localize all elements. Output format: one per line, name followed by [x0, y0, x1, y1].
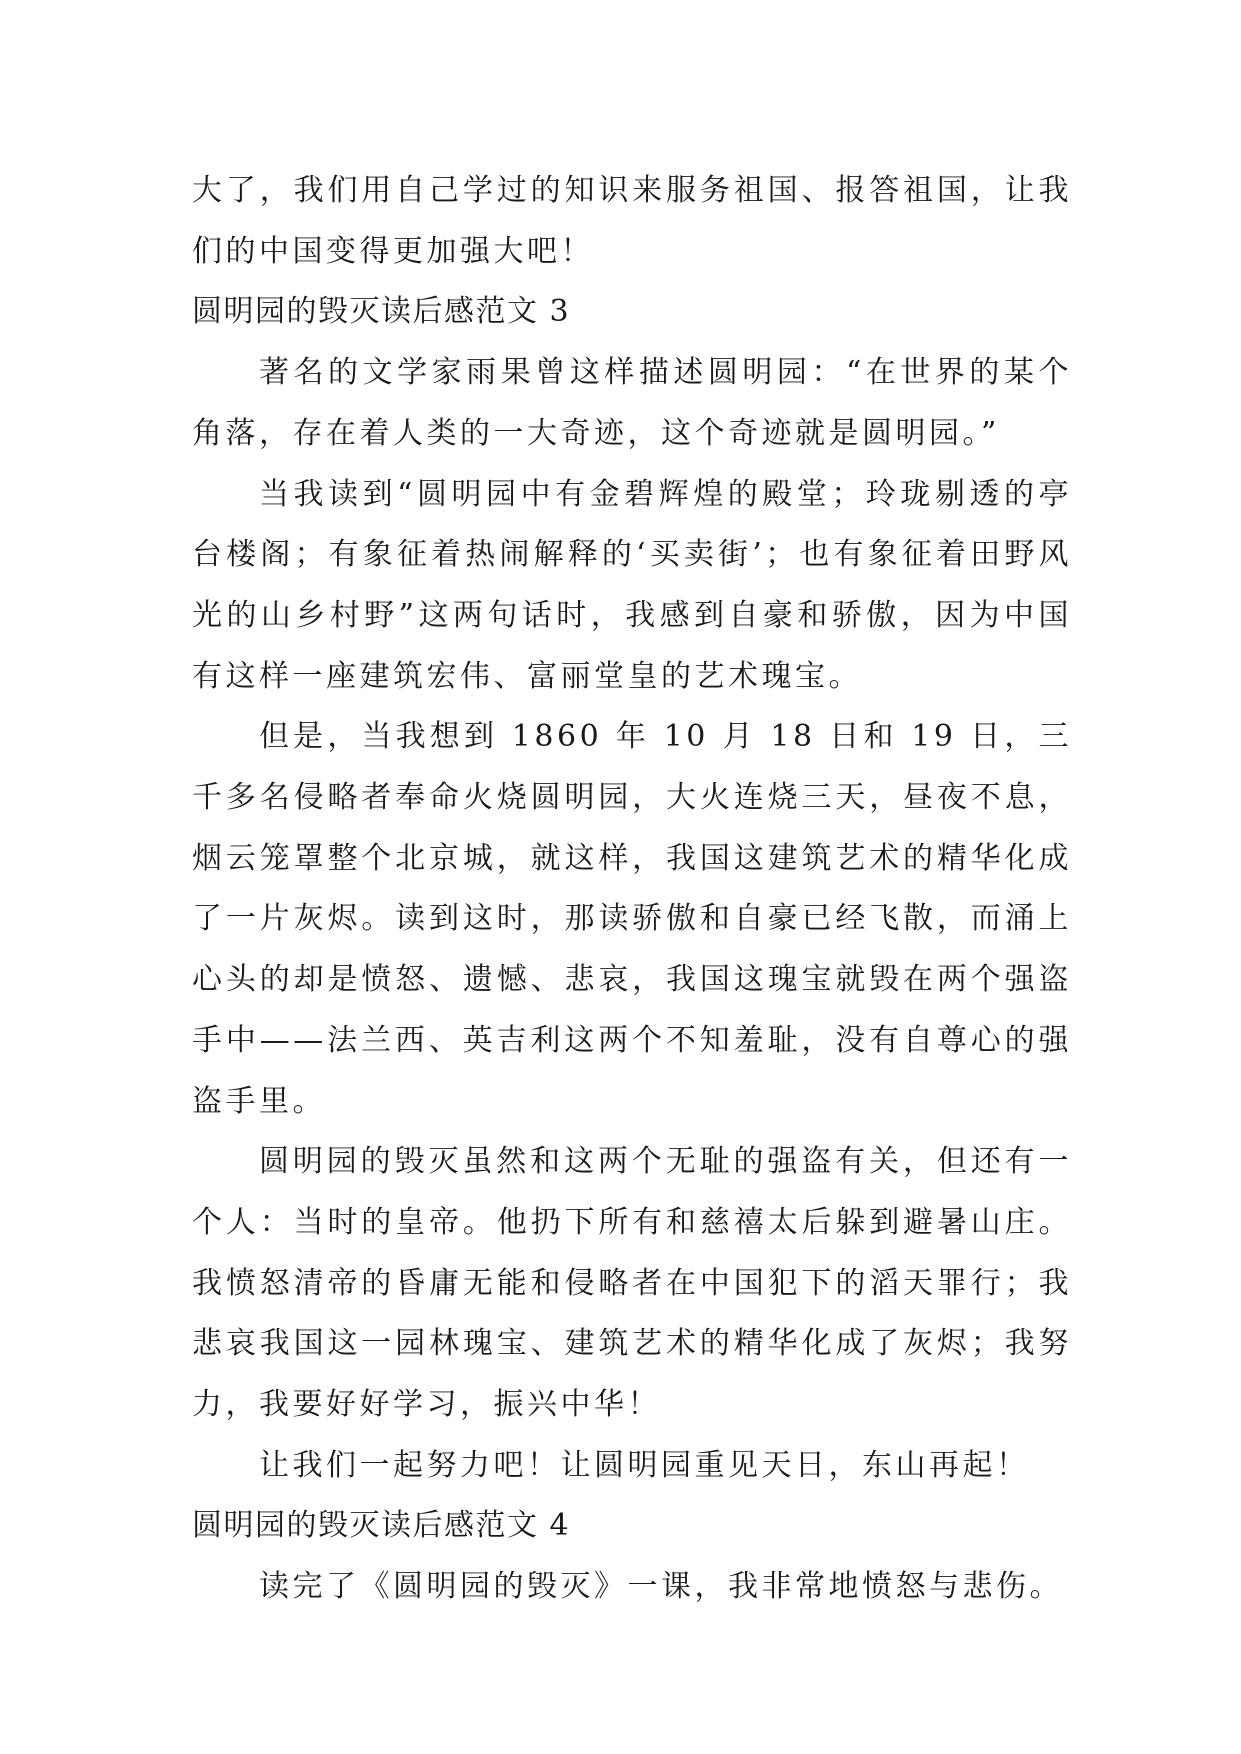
document-body [192, 161, 1072, 1618]
paragraph-reading-reaction: 读完了《圆明园的毁灭》一课，我非常地愤怒与悲伤。 [259, 1569, 1063, 1605]
section-heading-4: 圆明园的毁灭读后感范文 4 [192, 1508, 571, 1544]
paragraph-call-to-action: 让我们一起努力吧！让圆明园重见天日，东山再起！ [259, 1447, 1030, 1483]
paragraph-hugo-quote: 著名的文学家雨果曾这样描述圆明园：“在世界的某个角落，存在着人类的一大奇迹，这个奇迹就是圆明园。” [192, 355, 1072, 451]
paragraph-continuation: 大了，我们用自己学过的知识来服务祖国、报答祖国，让我们的中国变得更加强大吧！ [192, 173, 1072, 269]
section-heading-3: 圆明园的毁灭读后感范文 3 [192, 294, 571, 330]
paragraph-emperor: 圆明园的毁灭虽然和这两个无耻的强盗有关，但还有一个人：当时的皇帝。他扔下所有和慈禧太后躲到避暑山庄。我愤怒清帝的昏庸无能和侵略者在中国犯下的滔天罪行；我悲哀我国这一园林瑰宝、建筑艺术的精华化成了灰烬；我努力，我要好好学习，振兴中华！ [192, 1144, 1072, 1423]
paragraph-burning-1860: 但是，当我想到 1860 年 10 月 18 日和 19 日，三千多名侵略者奉命火烧圆明园，大火连烧三天，昼夜不息，烟云笼罩整个北京城，就这样，我国这建筑艺术的精华化成了一片灰烬。读到这时，那读骄傲和自豪已经飞散，而涌上心头的却是愤怒、遗憾、悲哀，我国这瑰宝就毁在两个强盗手中——法兰西、英吉利这两个不知羞耻，没有自尊心的强盗手里。 [192, 719, 1072, 1119]
paragraph-palace-description: 当我读到“圆明园中有金碧辉煌的殿堂；玲珑剔透的亭台楼阁；有象征着热闹解释的‘买卖街’；也有象征着田野风光的山乡村野”这两句话时，我感到自豪和骄傲，因为中国有这样一座建筑宏伟、富丽堂皇的艺术瑰宝。 [192, 476, 1072, 694]
